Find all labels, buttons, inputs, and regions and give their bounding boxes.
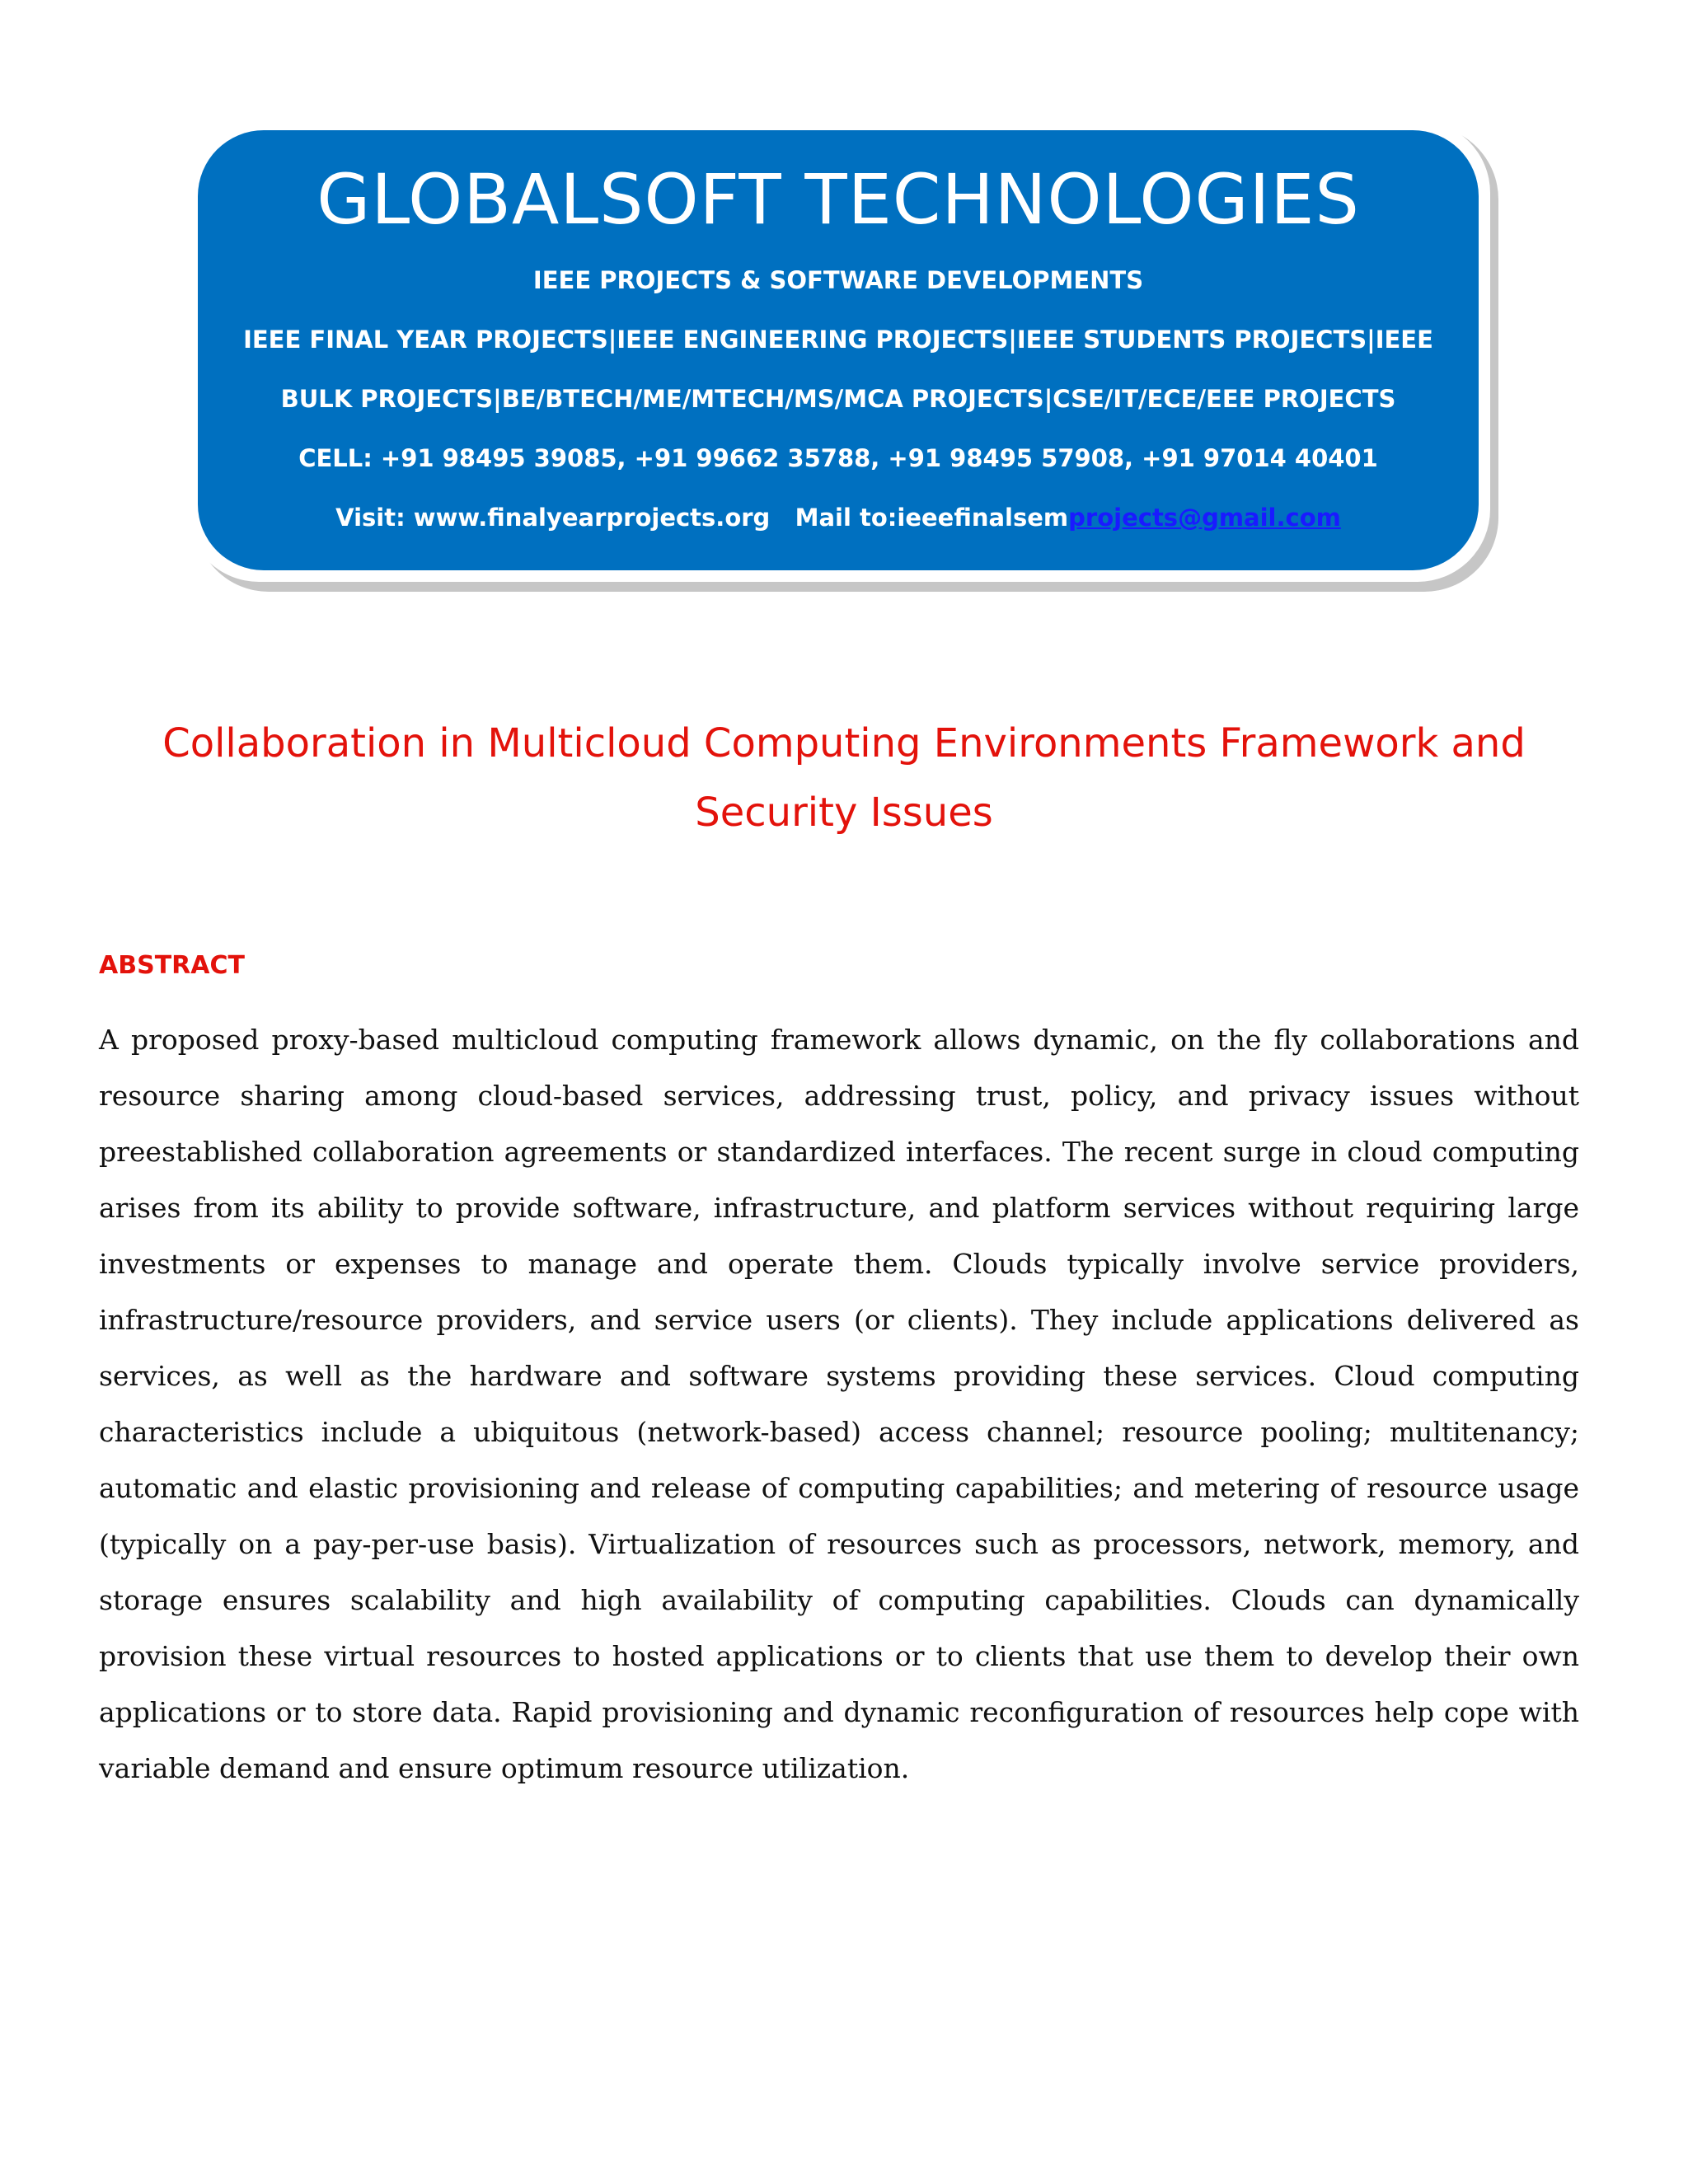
website-text: Visit: www.finalyearprojects.org xyxy=(335,504,771,532)
banner-contact-line xyxy=(198,503,1479,532)
company-banner xyxy=(198,130,1479,570)
abstract-heading: ABSTRACT xyxy=(99,951,245,980)
banner-tagline: IEEE PROJECTS & SOFTWARE DEVELOPMENTS xyxy=(532,266,1144,294)
mail-prefix-text: Mail to:ieeefinalsem xyxy=(795,504,1069,532)
company-name: GLOBALSOFT TECHNOLOGIES xyxy=(316,159,1360,240)
document-title: Collaboration in Multicloud Computing Environments Framework and Security Issues xyxy=(162,720,1526,836)
banner-projects-line-2: BULK PROJECTS|BE/BTECH/ME/MTECH/MS/MCA PROJECTS|CSE/IT/ECE/EEE PROJECTS xyxy=(280,385,1396,413)
email-link[interactable]: projects@gmail.com xyxy=(1068,504,1341,532)
abstract-body: A proposed proxy-based multicloud computing framework allows dynamic, on the fly collaborations and resource sharing among cloud-based services, addressing trust, policy, and privacy issues without preestablished collaboration agreements or standardized interfaces. The recent surge in cloud computing arises from its ability to provide software, infrastructure, and platform services without requiring large investments or expenses to manage and operate them. Clouds typically involve service providers, infrastructure/resource providers, and service users (or clients). They include applications delivered as services, as well as the hardware and software systems providing these services. Cloud computing characteristics include a ubiquitous (network-based) access channel; resource pooling; multitenancy; automatic and elastic provisioning and release of computing capabilities; and metering of resource usage (typically on a pay-per-use basis). Virtualization of resources such as processors, network, memory, and storage ensures scalability and high availability of computing capabilities. Clouds can dynamically provision these virtual resources to hosted applications or to clients that use them to develop their own applications or to store data. Rapid provisioning and dynamic reconfiguration of resources help cope with variable demand and ensure optimum resource utilization. xyxy=(99,1024,1579,1784)
banner-phone-numbers: CELL: +91 98495 39085, +91 99662 35788, +91 98495 57908, +91 97014 40401 xyxy=(298,444,1378,472)
banner-projects-line-1: IEEE FINAL YEAR PROJECTS|IEEE ENGINEERING PROJECTS|IEEE STUDENTS PROJECTS|IEEE xyxy=(243,326,1433,354)
